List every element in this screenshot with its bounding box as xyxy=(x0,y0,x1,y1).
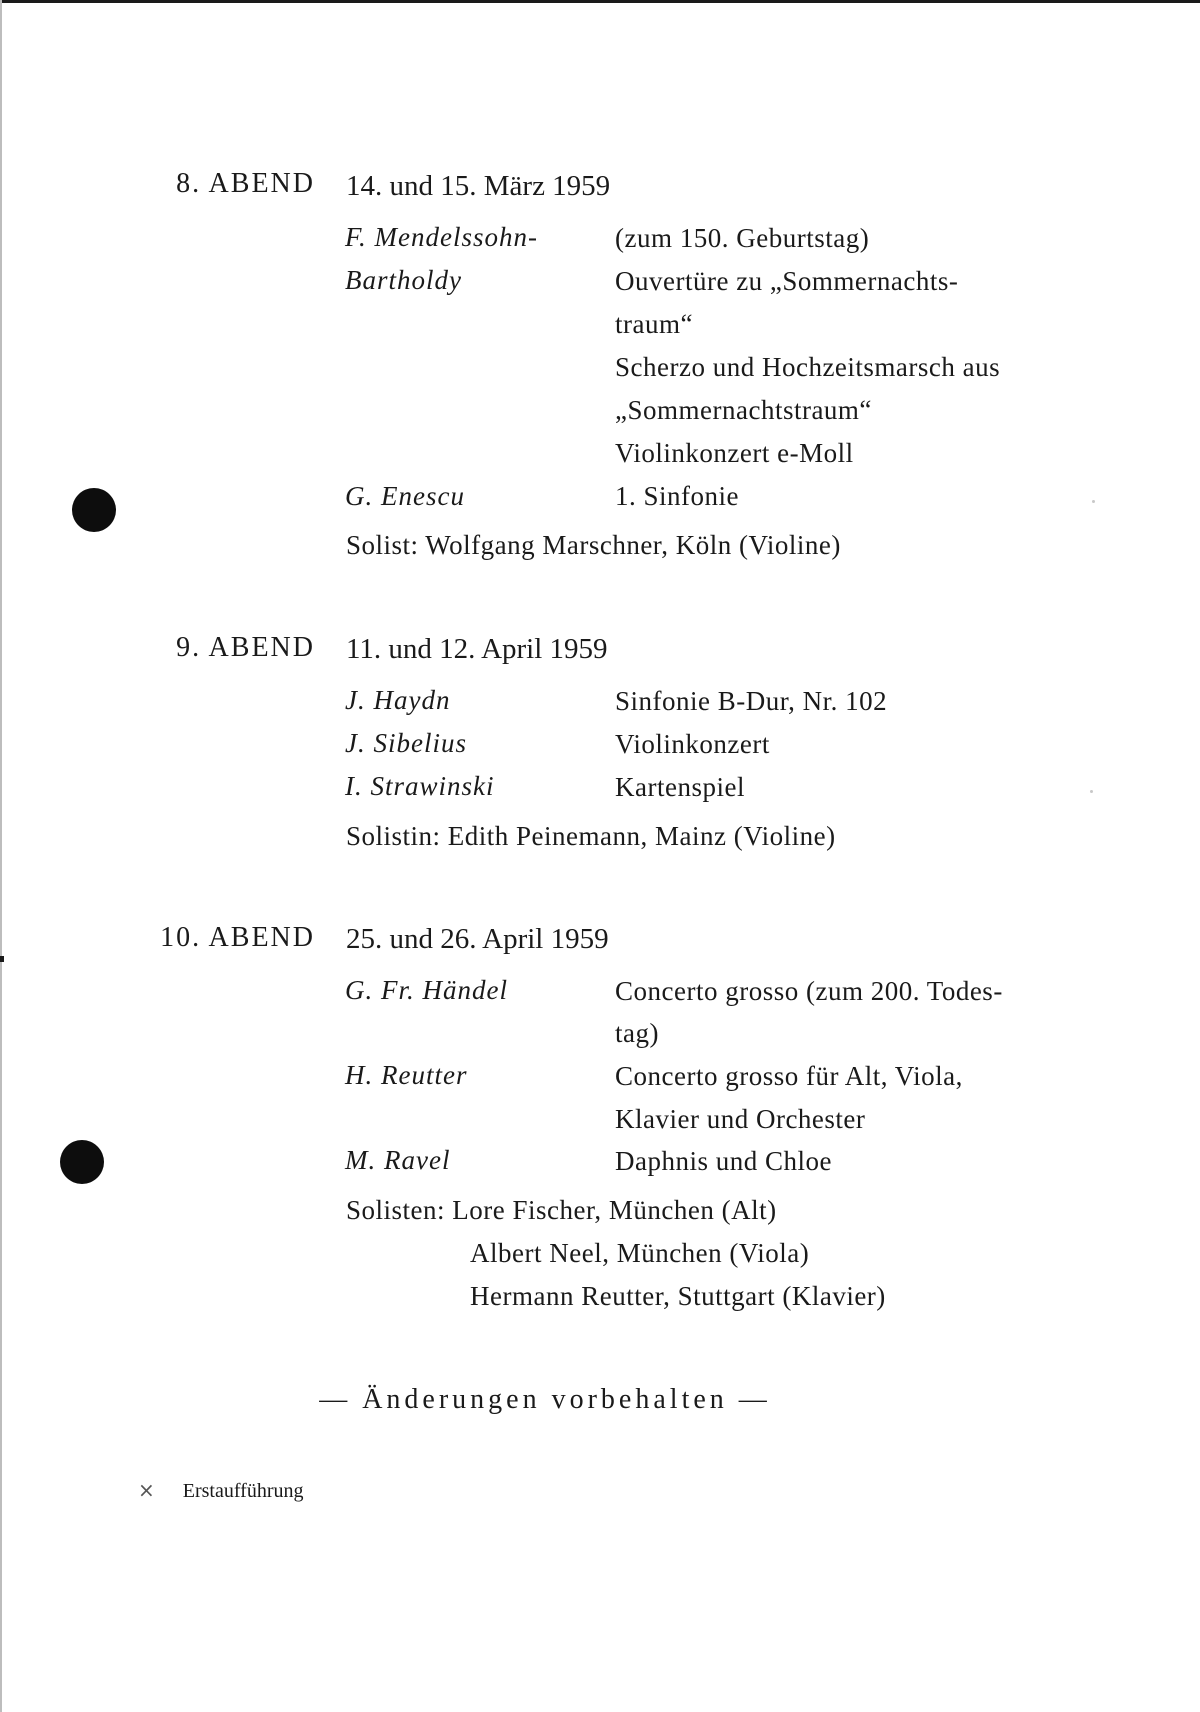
punch-hole-lower xyxy=(60,1140,104,1184)
soloist-line: Solistin: Edith Peinemann, Mainz (Violine) xyxy=(346,821,836,851)
work-title: Concerto grosso (zum 200. Todes- xyxy=(615,976,1003,1006)
concert-label: 9. ABEND xyxy=(176,632,315,663)
page-left-edge xyxy=(0,0,2,1712)
composer-name: M. Ravel xyxy=(345,1145,451,1175)
composer-name: J. Haydn xyxy=(345,685,451,715)
composer-name: J. Sibelius xyxy=(345,728,467,758)
legend xyxy=(138,1478,303,1503)
first-performance-mark: × xyxy=(138,1478,155,1502)
changes-reserved-note: — Änderungen vorbehalten — xyxy=(319,1384,771,1415)
soloist-line: Hermann Reutter, Stuttgart (Klavier) xyxy=(470,1281,886,1311)
composer-name: G. Enescu xyxy=(345,481,465,511)
work-title: 1. Sinfonie xyxy=(615,481,739,511)
paper-speck xyxy=(1090,790,1093,793)
work-title: traum“ xyxy=(615,309,693,339)
work-title: Violinkonzert e-Moll xyxy=(615,438,854,468)
legend-text: Erstaufführung xyxy=(182,1480,304,1502)
concert-date: 14. und 15. März 1959 xyxy=(346,170,611,202)
concert-date: 11. und 12. April 1959 xyxy=(346,633,608,665)
work-title: Ouvertüre zu „Sommernachts- xyxy=(615,266,959,296)
composer-name: Bartholdy xyxy=(345,265,462,295)
top-rule xyxy=(0,0,1200,3)
work-title: Sinfonie B-Dur, Nr. 102 xyxy=(615,686,888,716)
soloist-line: Solist: Wolfgang Marschner, Köln (Violine) xyxy=(346,530,841,560)
work-title: Violinkonzert xyxy=(615,729,770,759)
soloist-line: Albert Neel, München (Viola) xyxy=(470,1238,810,1268)
concert-date: 25. und 26. April 1959 xyxy=(346,923,609,955)
work-title: Scherzo und Hochzeitsmarsch aus xyxy=(615,352,1001,382)
work-title: Concerto grosso für Alt, Viola, xyxy=(615,1061,963,1091)
composer-name: I. Strawinski xyxy=(345,771,495,801)
work-title: Kartenspiel xyxy=(615,772,745,802)
work-title: (zum 150. Geburtstag) xyxy=(615,223,870,253)
work-title: tag) xyxy=(615,1018,659,1048)
work-title: „Sommernachtstraum“ xyxy=(615,395,872,425)
composer-name: H. Reutter xyxy=(345,1060,468,1090)
composer-name: G. Fr. Händel xyxy=(345,975,508,1005)
work-title: Klavier und Orchester xyxy=(615,1104,866,1134)
punch-hole-upper xyxy=(72,488,116,532)
soloist-line: Solisten: Lore Fischer, München (Alt) xyxy=(346,1195,777,1225)
composer-name: F. Mendelssohn- xyxy=(345,222,538,252)
concert-label: 10. ABEND xyxy=(160,922,315,953)
paper-speck xyxy=(1092,500,1095,503)
edge-mark xyxy=(0,956,4,962)
concert-label: 8. ABEND xyxy=(176,168,315,199)
work-title: Daphnis und Chloe xyxy=(615,1146,832,1176)
